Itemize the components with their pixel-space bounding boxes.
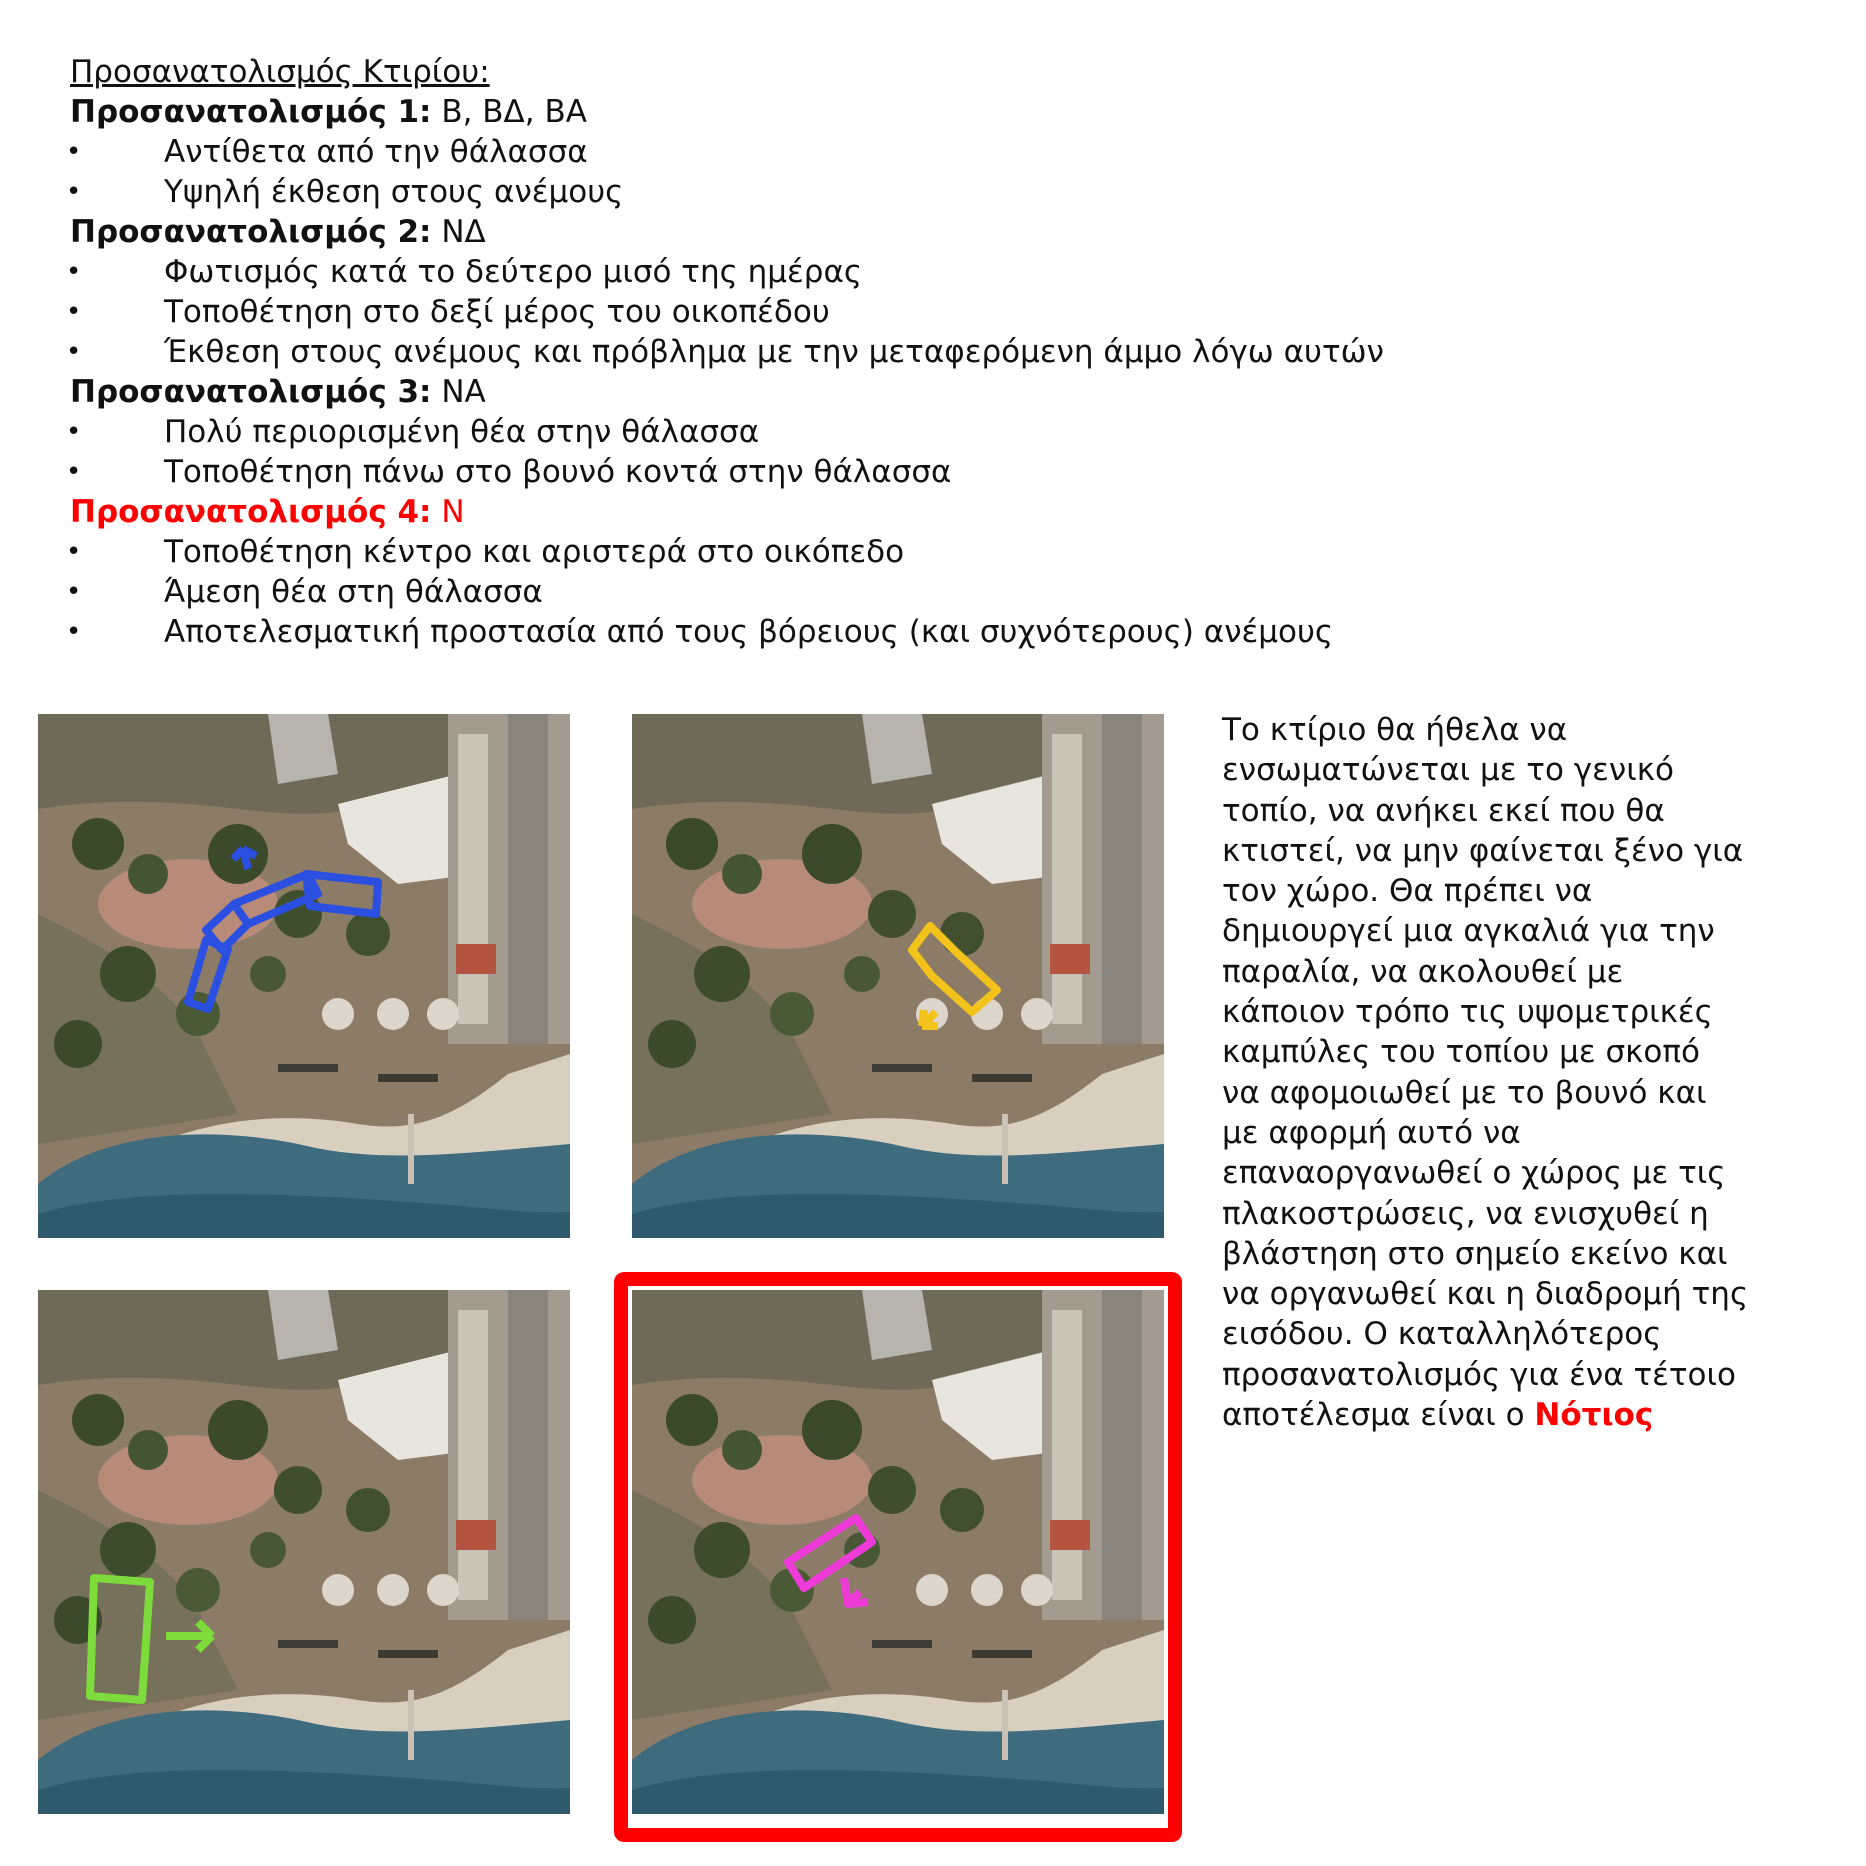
bullet-icon: • [66,537,82,567]
bullet-icon: • [66,177,82,207]
conclusion-word: Νότιος [1534,1397,1654,1434]
orientation-2-map [632,714,1164,1238]
aerial-photo [38,1290,570,1814]
bullet-icon: • [66,137,82,167]
paragraph-line: με αφορμή αυτό να [1222,1114,1521,1151]
paragraph-line: προσανατολισμός για ένα τέτοιο [1222,1356,1736,1393]
paragraph-line: δημιουργεί μια αγκαλιά για την [1222,913,1715,950]
selected-orientation-frame [614,1272,1182,1842]
bullet-icon: • [66,577,82,607]
orientation-4-point-1: Τοποθέτηση κέντρο και αριστερά στο οικόπεδο [164,534,905,570]
bullet-icon: • [66,337,82,367]
paragraph-line: κτιστεί, να μην φαίνεται ξένο για [1222,832,1744,869]
orientation-3-value: ΝΑ [441,374,486,410]
orientation-2-value: ΝΔ [441,214,486,250]
orientation-1-point-2: Υψηλή έκθεση στους ανέμους [164,174,624,210]
paragraph-line: κάποιον τρόπο τις υψομετρικές [1222,994,1713,1031]
paragraph-line: τοπίο, να ανήκει εκεί που θα [1222,792,1665,829]
paragraph-line: πλακοστρώσεις, να ενισχυθεί η [1222,1195,1709,1232]
orientation-3-label: Προσανατολισμός 3: [70,374,432,410]
paragraph-line: Το κτίριο θα ήθελα να [1222,712,1568,748]
paragraph-line: να οργανωθεί και η διαδρομή της [1222,1276,1749,1313]
orientation-4-point-3: Αποτελεσματική προστασία από τους βόρειους (και συχνότερους) ανέμους [164,614,1334,650]
paragraph-line: αποτέλεσμα είναι ο [1222,1397,1535,1434]
bullet-icon: • [66,457,82,487]
paragraph-last-line [1222,1395,1822,1435]
bullet-icon: • [66,417,82,447]
bullet-icon: • [66,297,82,327]
orientation-1-point-1: Αντίθετα από την θάλασσα [164,134,588,170]
paragraph-line: καμπύλες του τοπίου με σκοπό [1222,1034,1700,1071]
paragraph-line: εισόδου. Ο καταλληλότερος [1222,1316,1662,1353]
paragraph-line: βλάστηση στο σημείο εκείνο και [1222,1235,1728,1272]
rationale-paragraph [1222,710,1822,1435]
bullet-icon: • [66,617,82,647]
orientation-1-map [38,714,570,1238]
paragraph-line: παραλία, να ακολουθεί με [1222,953,1624,990]
document-title: Προσανατολισμός Κτιρίου: [70,54,490,90]
orientation-2-point-3: Έκθεση στους ανέμους και πρόβλημα με την μεταφερόμενη άμμο λόγω αυτών [164,334,1384,370]
orientation-3-point-1: Πολύ περιορισμένη θέα στην θάλασσα [164,414,760,450]
paragraph-line: τον χώρο. Θα πρέπει να [1222,873,1593,910]
orientation-4-heading [70,492,465,532]
orientation-4-label: Προσανατολισμός 4: [70,494,432,530]
orientation-1-label: Προσανατολισμός 1: [70,94,432,130]
orientation-3-point-2: Τοποθέτηση πάνω στο βουνό κοντά στην θάλασσα [164,454,952,490]
orientation-2-label: Προσανατολισμός 2: [70,214,432,250]
orientation-2-point-1: Φωτισμός κατά το δεύτερο μισό της ημέρας [164,254,863,290]
orientation-2-point-2: Τοποθέτηση στο δεξί μέρος του οικοπέδου [164,294,830,330]
orientation-4-point-2: Άμεση θέα στη θάλασσα [164,574,543,610]
orientation-3-map [38,1290,570,1814]
orientation-1-heading [70,92,587,132]
orientation-2-heading [70,212,486,252]
orientation-3-heading [70,372,486,412]
orientation-1-value: Β, ΒΔ, ΒΑ [441,94,587,130]
paragraph-line: ενσωματώνεται με το γενικό [1222,752,1674,789]
paragraph-line: επαναοργανωθεί ο χώρος με τις [1222,1155,1726,1192]
orientation-4-value: Ν [441,494,465,530]
aerial-photo [632,714,1164,1238]
aerial-photo [38,714,570,1238]
bullet-icon: • [66,257,82,287]
paragraph-line: να αφομοιωθεί με το βουνό και [1222,1074,1707,1111]
